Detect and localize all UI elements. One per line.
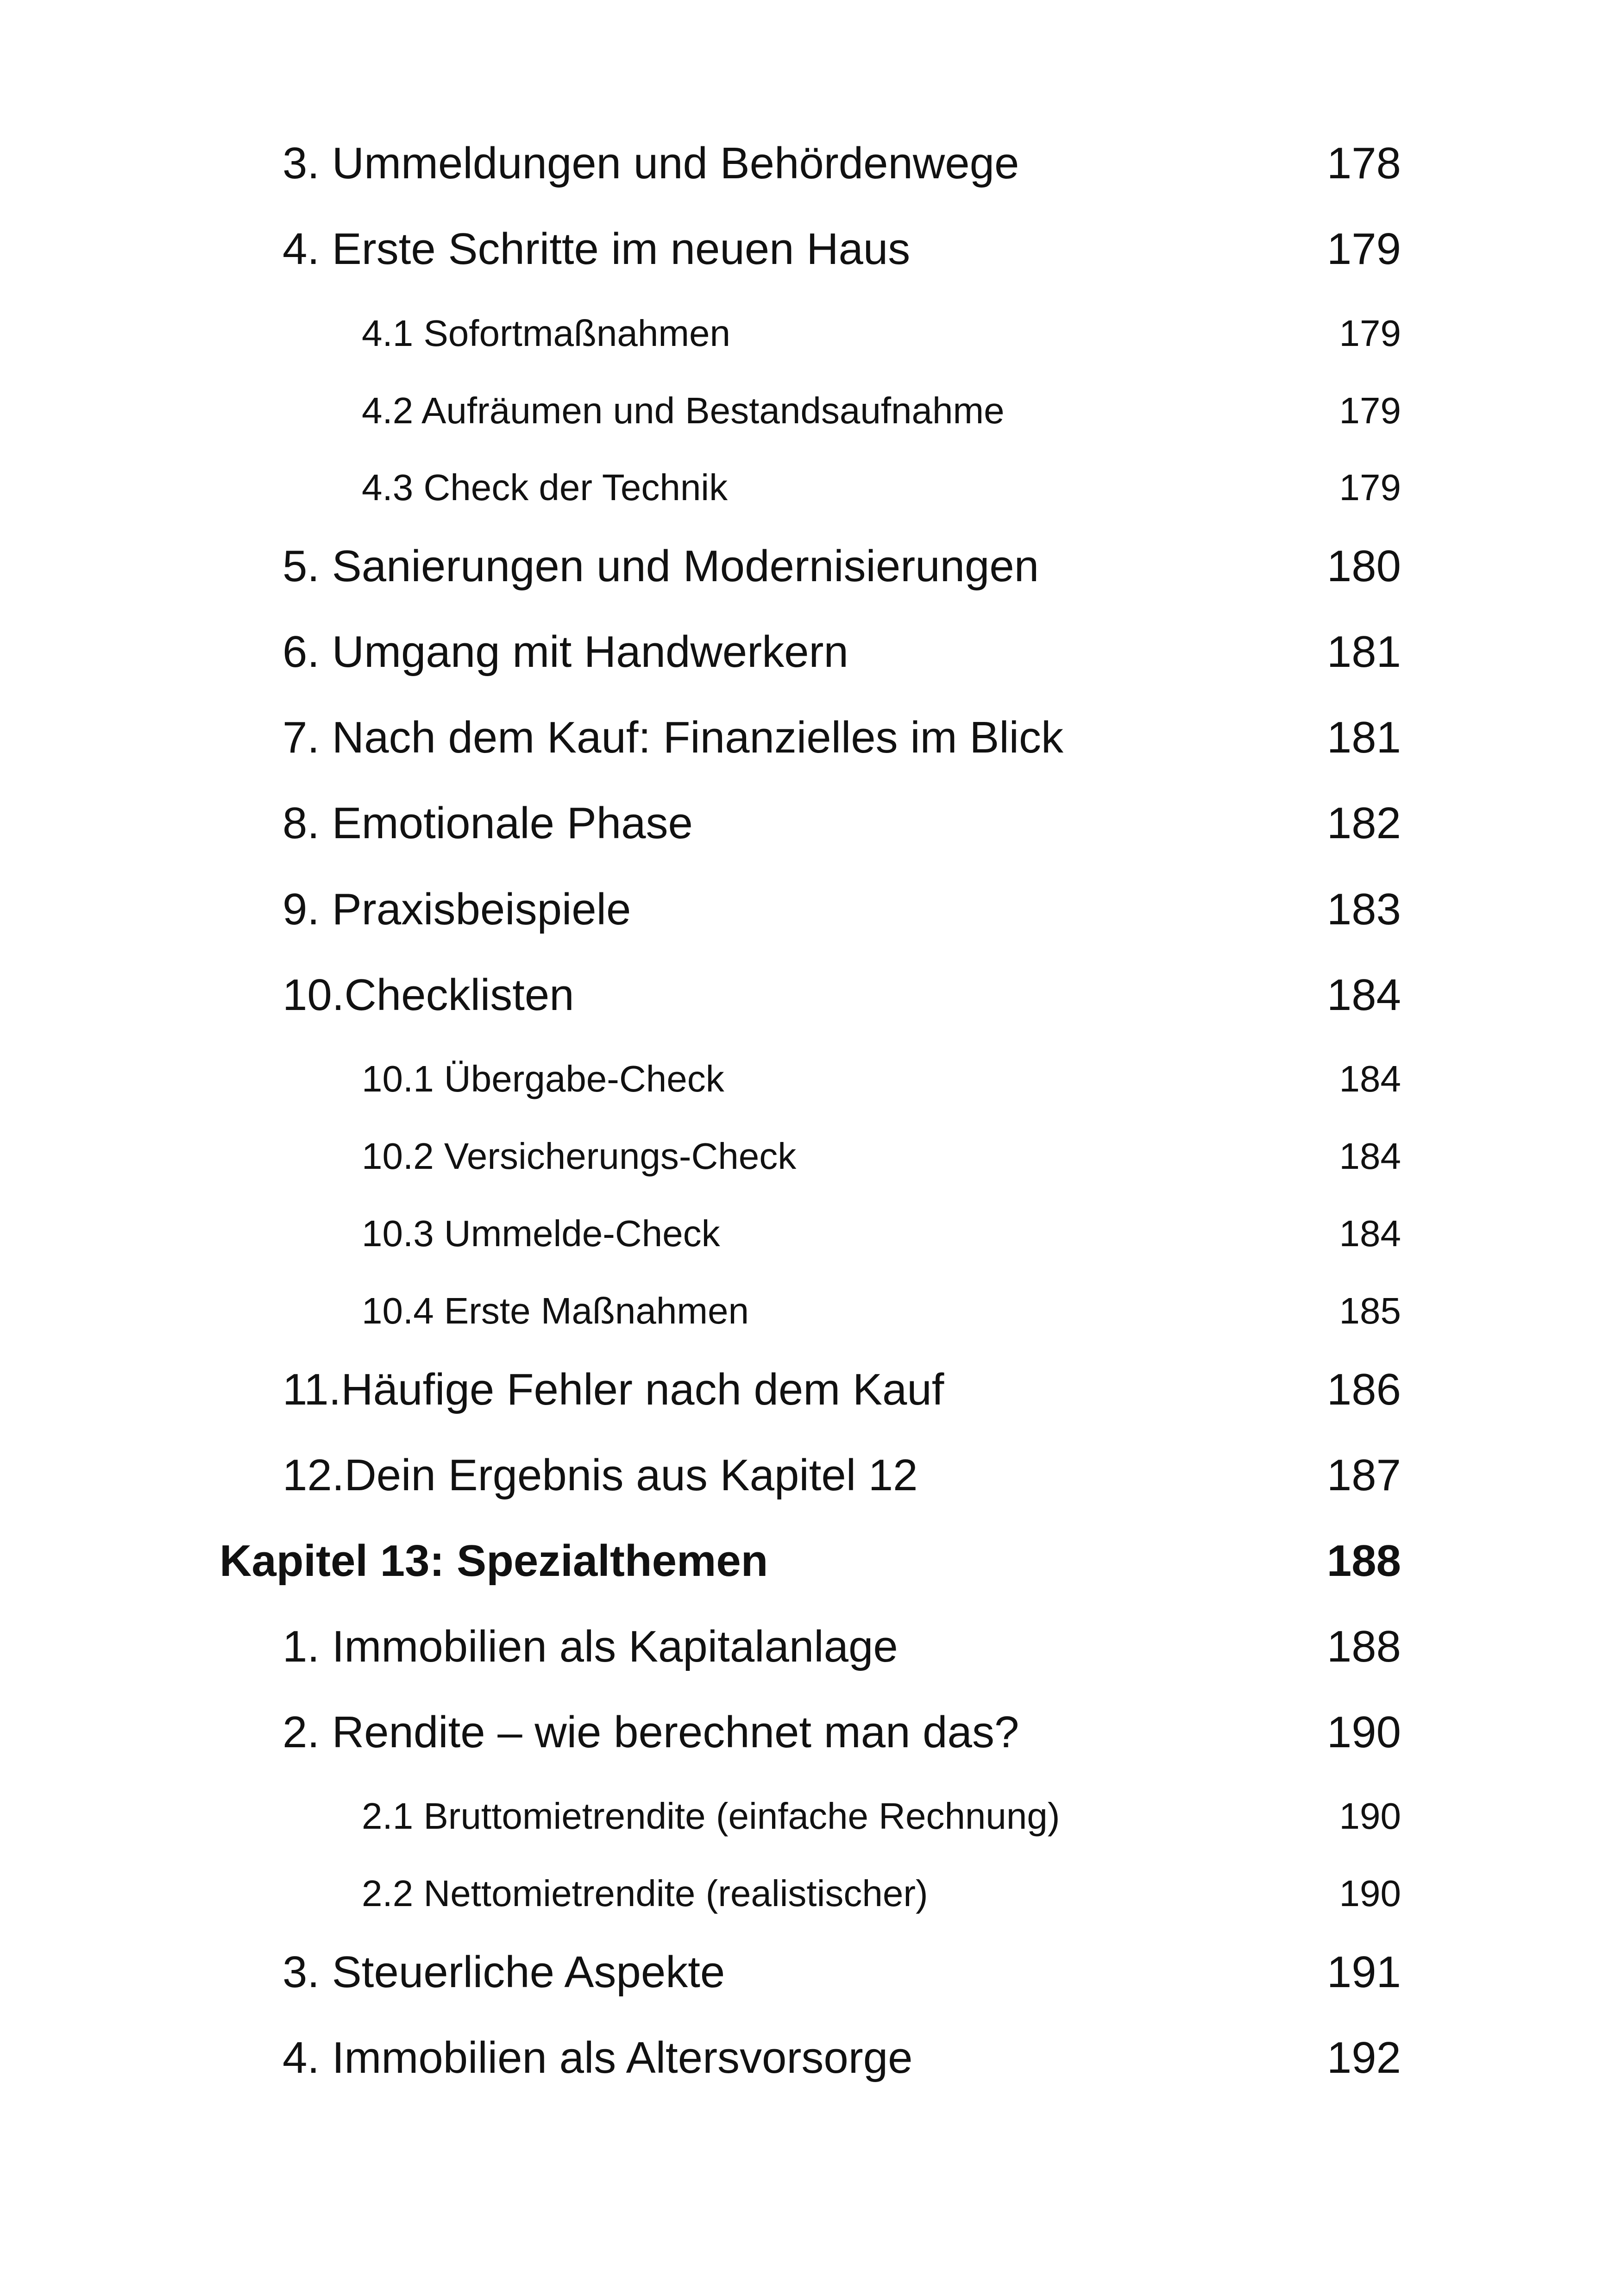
toc-entry xyxy=(0,2033,1621,2087)
toc-entry xyxy=(0,138,1621,192)
toc-subentry xyxy=(0,469,1621,520)
toc-entry-page-number: 192 xyxy=(1326,2033,1401,2083)
toc-subentry-page-number: 179 xyxy=(1339,313,1401,354)
toc-entry-page-number: 188 xyxy=(1326,1622,1401,1671)
toc-chapter-label: Kapitel 13: Spezialthemen xyxy=(220,1536,768,1586)
toc-entry-label: 11.Häufige Fehler nach dem Kauf xyxy=(283,1365,944,1414)
toc-entry-page-number: 187 xyxy=(1326,1450,1401,1500)
toc-subentry-label: 4.3 Check der Technik xyxy=(362,467,728,508)
toc-entry xyxy=(0,627,1621,681)
toc-entry-label: 10.Checklisten xyxy=(283,970,574,1020)
toc-entry-label: 6. Umgang mit Handwerkern xyxy=(283,627,848,677)
toc-subentry-page-number: 184 xyxy=(1339,1213,1401,1254)
toc-entry xyxy=(0,798,1621,852)
toc-subentry xyxy=(0,315,1621,366)
toc-entry xyxy=(0,541,1621,595)
toc-subentry-label: 2.1 Bruttomietrendite (einfache Rechnung) xyxy=(362,1795,1060,1837)
toc-entry xyxy=(0,1365,1621,1418)
toc-subentry xyxy=(0,1215,1621,1266)
toc-entry-page-number: 183 xyxy=(1326,885,1401,934)
toc-entry-page-number: 191 xyxy=(1326,1947,1401,1997)
toc-subentry-page-number: 179 xyxy=(1339,390,1401,431)
toc-entry-label: 4. Immobilien als Altersvorsorge xyxy=(283,2033,913,2083)
toc-entry xyxy=(0,1450,1621,1504)
toc-subentry-page-number: 184 xyxy=(1339,1135,1401,1177)
toc-subentry xyxy=(0,1292,1621,1343)
toc-entry xyxy=(0,715,1621,766)
toc-subentry-label: 4.1 Sofortmaßnahmen xyxy=(362,313,730,354)
toc-chapter-heading xyxy=(0,1536,1621,1590)
toc-entry xyxy=(0,1707,1621,1761)
toc-entry xyxy=(0,887,1621,938)
toc-entry-label: 1. Immobilien als Kapitalanlage xyxy=(283,1622,898,1671)
toc-entry xyxy=(0,970,1621,1024)
toc-entry-label: 3. Steuerliche Aspekte xyxy=(283,1947,725,1997)
toc-entry-page-number: 186 xyxy=(1326,1365,1401,1414)
toc-entry-page-number: 182 xyxy=(1326,798,1401,848)
toc-chapter-page-number: 188 xyxy=(1326,1536,1401,1586)
toc-entry xyxy=(0,1947,1621,2001)
toc-subentry-label: 10.2 Versicherungs-Check xyxy=(362,1135,797,1177)
toc-entry-page-number: 184 xyxy=(1326,970,1401,1020)
toc-subentry-page-number: 184 xyxy=(1339,1058,1401,1099)
toc-entry-label: 3. Ummeldungen und Behördenwege xyxy=(283,138,1019,188)
toc-entry-page-number: 178 xyxy=(1326,138,1401,188)
toc-subentry xyxy=(0,392,1621,443)
toc-entry-label: 7. Nach dem Kauf: Finanzielles im Blick xyxy=(283,713,1063,762)
toc-entry-label: 4. Erste Schritte im neuen Haus xyxy=(283,224,911,274)
toc-subentry-label: 10.1 Übergabe-Check xyxy=(362,1058,724,1099)
toc-subentry-label: 4.2 Aufräumen und Bestandsaufnahme xyxy=(362,390,1005,431)
toc-subentry-page-number: 190 xyxy=(1339,1873,1401,1914)
toc-entry xyxy=(0,224,1621,278)
toc-entry-page-number: 181 xyxy=(1326,713,1401,762)
toc-entry-page-number: 179 xyxy=(1326,224,1401,274)
toc-subentry xyxy=(0,1060,1621,1111)
toc-subentry-label: 10.3 Ummelde-Check xyxy=(362,1213,720,1254)
toc-entry xyxy=(0,1622,1621,1675)
toc-entry-page-number: 180 xyxy=(1326,541,1401,591)
toc-entry-page-number: 190 xyxy=(1326,1707,1401,1757)
toc-entry-page-number: 181 xyxy=(1326,627,1401,677)
toc-entry-label: 12.Dein Ergebnis aus Kapitel 12 xyxy=(283,1450,918,1500)
toc-subentry xyxy=(0,1795,1621,1849)
toc-entry-label: 9. Praxisbeispiele xyxy=(283,885,631,934)
toc-subentry xyxy=(0,1875,1621,1926)
toc-subentry-label: 2.2 Nettomietrendite (realistischer) xyxy=(362,1873,928,1914)
toc-subentry-label: 10.4 Erste Maßnahmen xyxy=(362,1290,749,1331)
toc-entry-label: 8. Emotionale Phase xyxy=(283,798,693,848)
toc-subentry-page-number: 185 xyxy=(1339,1290,1401,1331)
toc-entry-label: 5. Sanierungen und Modernisierungen xyxy=(283,541,1039,591)
toc-subentry xyxy=(0,1135,1621,1189)
toc-subentry-page-number: 190 xyxy=(1339,1795,1401,1837)
toc-entry-label: 2. Rendite – wie berechnet man das? xyxy=(283,1707,1019,1757)
toc-subentry-page-number: 179 xyxy=(1339,467,1401,508)
